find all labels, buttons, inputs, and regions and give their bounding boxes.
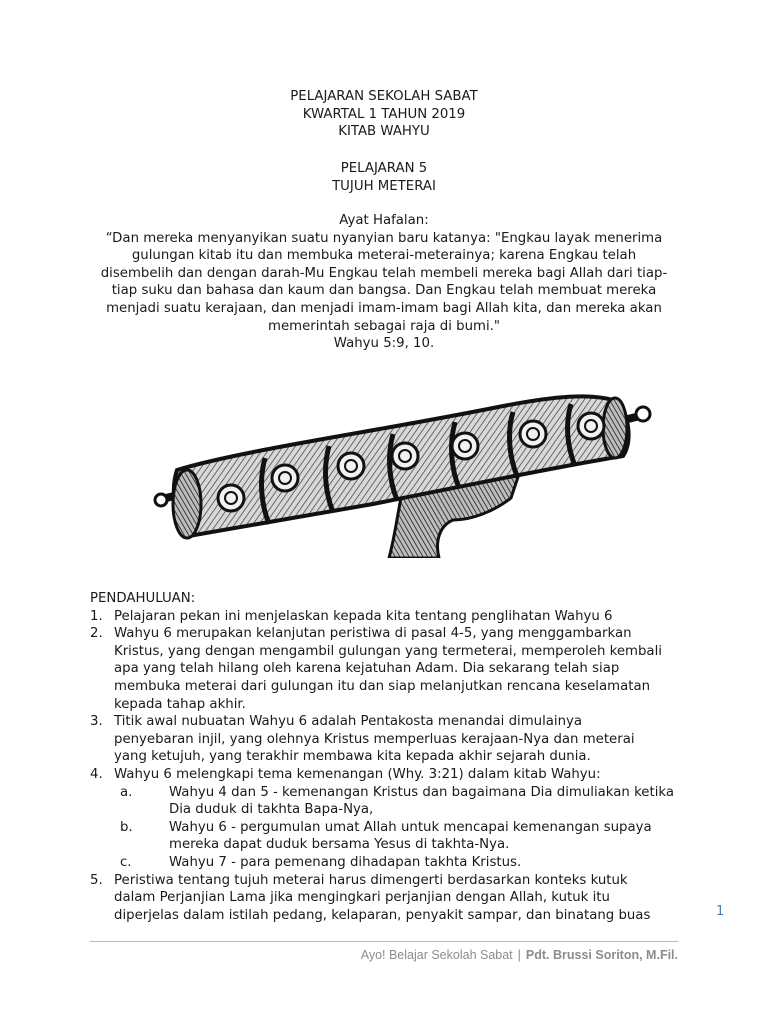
list-item-line: membuka meterai dari gulungan itu dan siap melanjutkan rencana keselamatan xyxy=(114,678,651,694)
list-item-line: Titik awal nubuatan Wahyu 6 adalah Pentakosta menandai dimulainya xyxy=(114,714,583,730)
memory-verse xyxy=(90,212,678,353)
memory-verse-line: disembelih dan dengan darah-Mu Engkau telah membeli mereka bagi Allah dari tiap- xyxy=(100,265,668,281)
seal-icon xyxy=(520,421,546,447)
list-item xyxy=(90,872,678,925)
list-item xyxy=(90,608,678,626)
sub-list-item-letter: b. xyxy=(120,819,133,835)
list-item-line: diperjelas dalam istilah pedang, kelaparan, penyakit sampar, dan binatang buas xyxy=(114,907,651,923)
list-item-line: kepada tahap akhir. xyxy=(114,696,246,712)
list-item-line: yang ketujuh, yang terakhir membawa kita kepada akhir sejarah dunia. xyxy=(114,749,591,765)
list-item-number: 2. xyxy=(90,626,103,642)
footer-separator: | xyxy=(517,948,521,962)
list-item xyxy=(90,713,678,766)
page-footer xyxy=(90,948,678,962)
sub-list-item-line: Wahyu 4 dan 5 - kemenangan Kristus dan bagaimana Dia dimuliakan ketika xyxy=(169,784,675,800)
list-item-line: Kristus, yang dengan mengambil gulungan yang termeterai, memperoleh kembali xyxy=(114,643,662,659)
sub-list xyxy=(114,784,678,872)
memory-verse-line: memerintah sebagai raja di bumi." xyxy=(268,318,500,334)
memory-verse-line: “Dan mereka menyanyikan suatu nyanyian baru katanya: "Engkau layak menerima xyxy=(105,230,663,246)
memory-verse-line: gulungan kitab itu dan membuka meterai-meterainya; karena Engkau telah xyxy=(131,248,637,264)
sub-list-item-letter: a. xyxy=(120,784,133,800)
introduction-list xyxy=(90,608,678,925)
sub-list-item-letter: c. xyxy=(120,854,132,870)
footer-author: Pdt. Brussi Soriton, M.Fil. xyxy=(525,948,678,962)
list-item xyxy=(90,766,678,872)
list-item-line: Peristiwa tentang tujuh meterai harus dimengerti berdasarkan konteks kutuk xyxy=(114,872,628,888)
memory-verse-line: tiap suku dan bahasa dan kaum dan bangsa. Dan Engkau telah membuat mereka xyxy=(111,283,657,299)
footer-title: Ayo! Belajar Sekolah Sabat xyxy=(360,948,513,962)
list-item-line: penyebaran injil, yang olehnya Kristus memperluas kerajaan-Nya dan meterai xyxy=(114,731,635,747)
sub-list-item xyxy=(114,819,678,854)
list-item-number: 3. xyxy=(90,714,103,730)
introduction-section xyxy=(90,590,678,924)
header-line-3: KITAB WAHYU xyxy=(338,124,430,140)
lesson-title: TUJUH METERAI xyxy=(332,178,436,194)
scroll-end-left xyxy=(173,470,201,538)
memory-verse-label: Ayat Hafalan: xyxy=(339,213,429,228)
lesson-heading xyxy=(90,160,678,195)
memory-verse-reference: Wahyu 5:9, 10. xyxy=(333,336,435,352)
lesson-number: PELAJARAN 5 xyxy=(340,161,428,176)
header-line-1: PELAJARAN SEKOLAH SABAT xyxy=(290,89,478,104)
page-number: 1 xyxy=(716,904,725,919)
sub-list-item-line: Wahyu 7 - para pemenang dihadapan takhta Kristus. xyxy=(169,854,522,870)
seal-icon xyxy=(452,433,478,459)
footer-divider xyxy=(90,941,678,942)
list-item-number: 1. xyxy=(90,608,103,624)
memory-verse-line: menjadi suatu kerajaan, dan menjadi imam-imam bagi Allah kita, dan mereka akan xyxy=(106,300,662,316)
sub-list-item-line: Wahyu 6 - pergumulan umat Allah untuk mencapai kemenangan supaya xyxy=(169,819,652,835)
sub-list-item xyxy=(114,784,678,819)
seal-icon xyxy=(338,453,364,479)
sub-list-item xyxy=(114,854,678,872)
list-item-line: Pelajaran pekan ini menjelaskan kepada kita tentang penglihatan Wahyu 6 xyxy=(114,608,613,624)
introduction-heading: PENDAHULUAN: xyxy=(90,591,196,606)
sub-list-item-line: Dia duduk di takhta Bapa-Nya, xyxy=(169,802,374,818)
seal-icon xyxy=(218,485,244,511)
list-item xyxy=(90,625,678,713)
scroll-end-right xyxy=(603,398,627,458)
document-header xyxy=(90,88,678,141)
seal-icon xyxy=(272,465,298,491)
seal-icon xyxy=(392,443,418,469)
list-item-line: apa yang telah hilang oleh karena kejatuhan Adam. Dia sekarang telah siap xyxy=(114,661,620,677)
header-line-2: KWARTAL 1 TAHUN 2019 xyxy=(302,106,466,122)
list-item-line: Wahyu 6 merupakan kelanjutan peristiwa di pasal 4-5, yang menggambarkan xyxy=(114,626,632,642)
sub-list-item-line: mereka dapat duduk bersama Yesus di takhta-Nya. xyxy=(169,837,510,853)
list-item-number: 5. xyxy=(90,872,103,888)
list-item-line: dalam Perjanjian Lama jika mengingkari perjanjian dengan Allah, kutuk itu xyxy=(114,890,610,906)
list-item-line: Wahyu 6 melengkapi tema kemenangan (Why. 3:21) dalam kitab Wahyu: xyxy=(114,766,601,782)
list-item-number: 4. xyxy=(90,766,103,782)
seal-icon xyxy=(578,413,604,439)
scroll-seals-illustration xyxy=(153,370,655,558)
